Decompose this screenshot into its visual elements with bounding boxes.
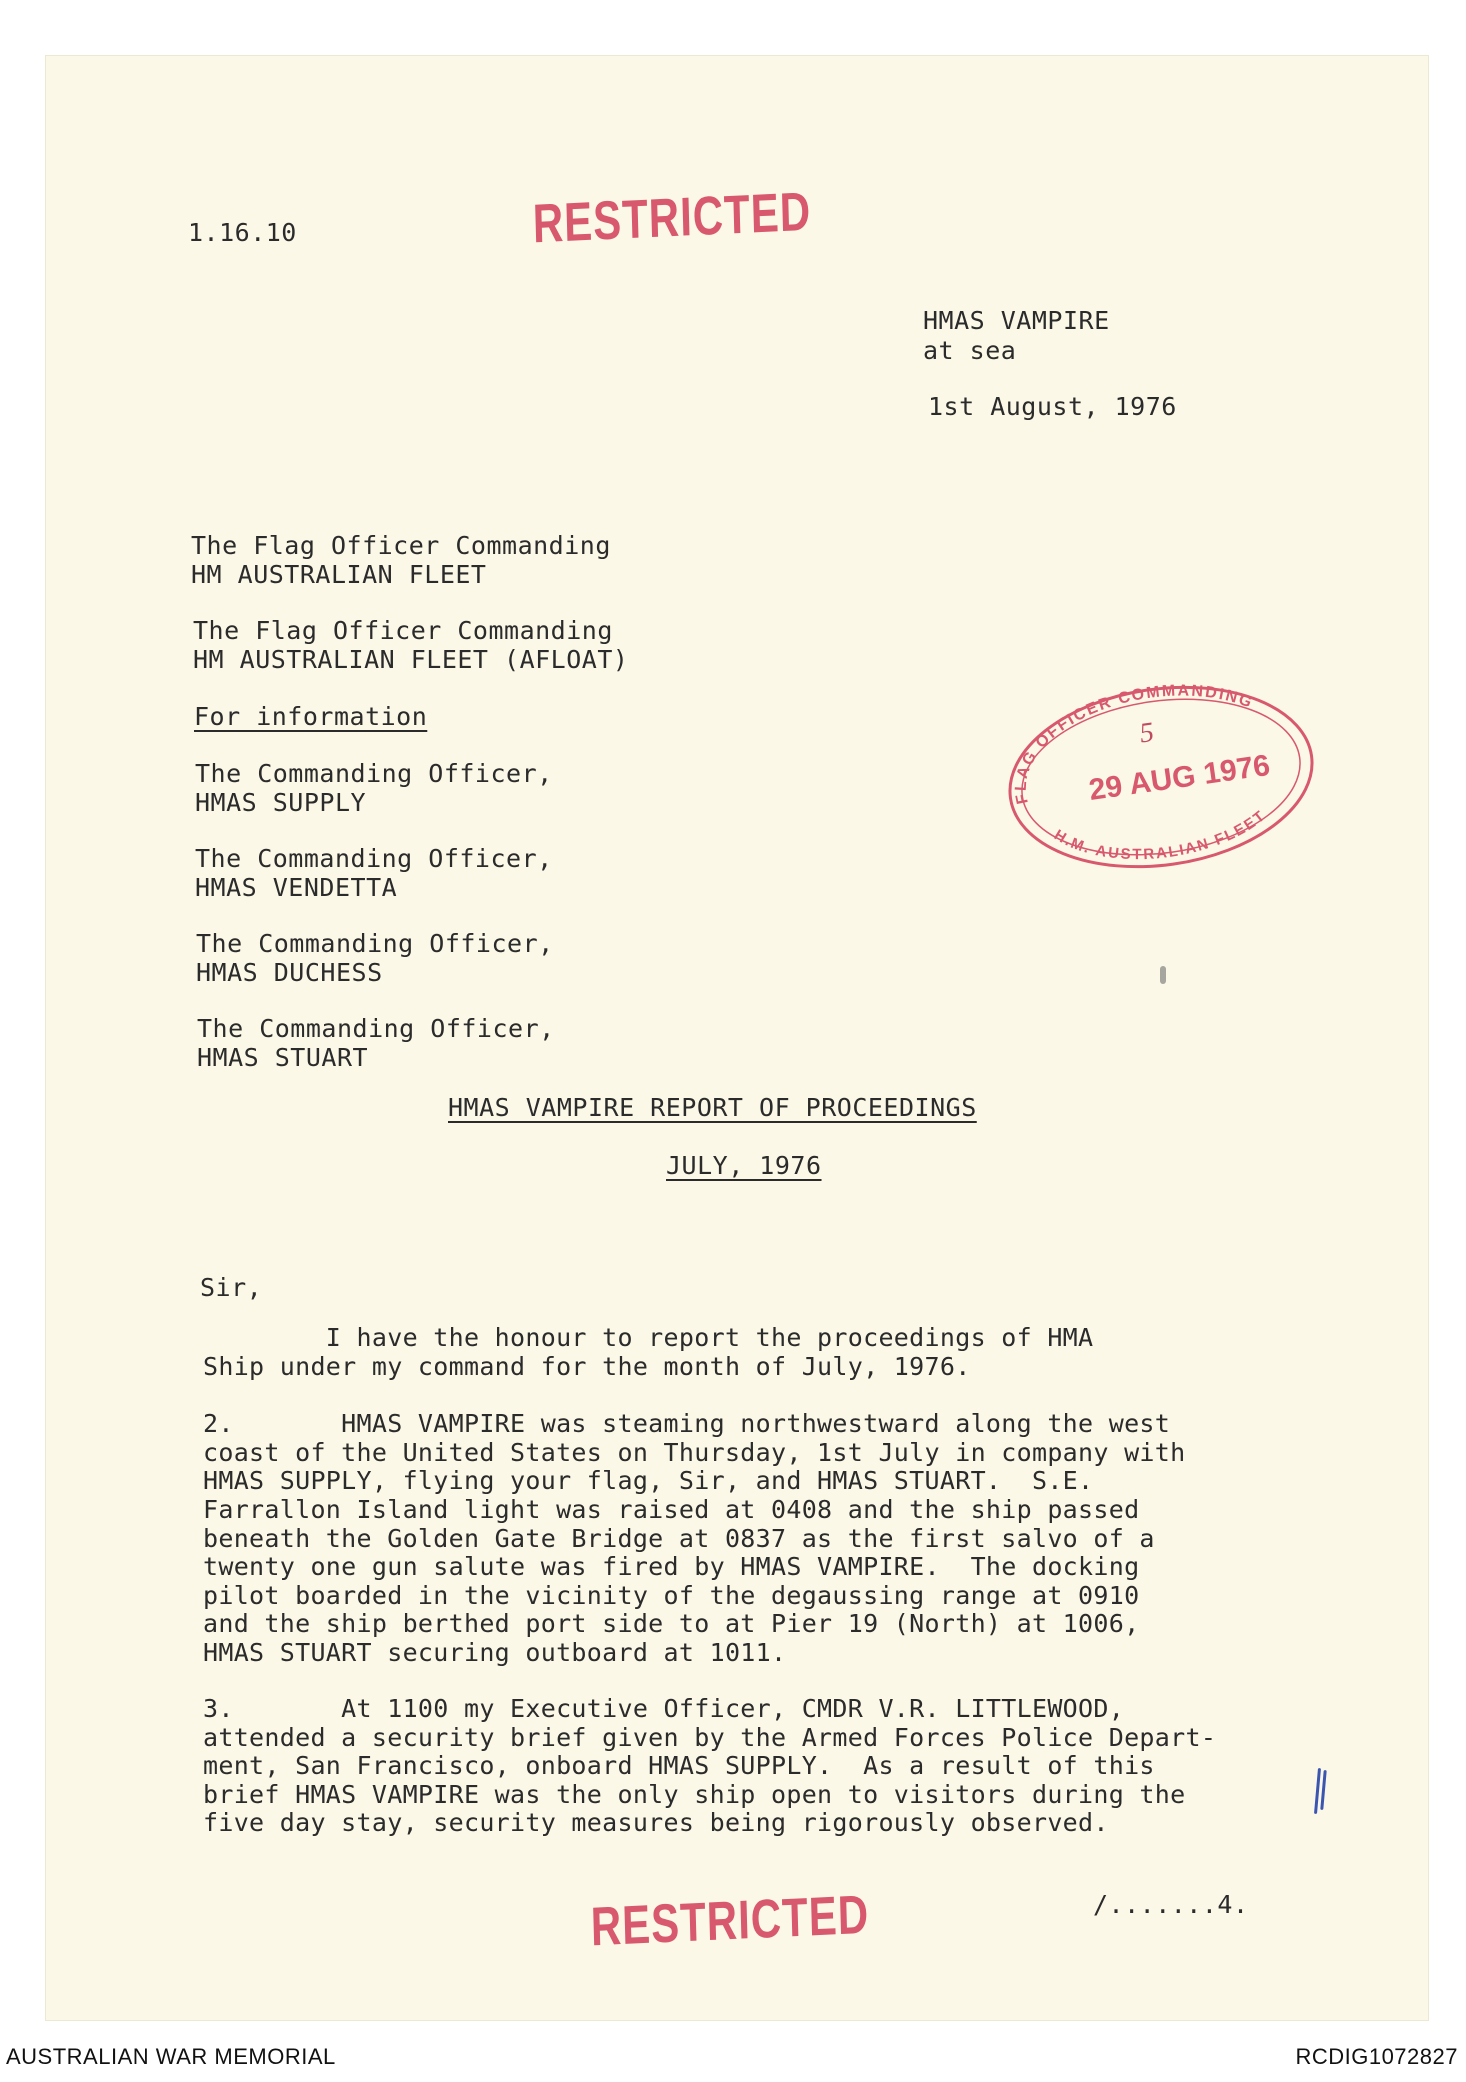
sender-line-1: HMAS VAMPIRE (923, 306, 1110, 335)
classification-stamp-top: RESTRICTED (532, 180, 812, 255)
paragraph-2-line: twenty one gun salute was fired by HMAS VAMPIRE. The docking (203, 1552, 1140, 1581)
paragraph-2-line: and the ship berthed port side to at Pier 19 (North) at 1006, (203, 1609, 1140, 1638)
for-information-heading: For information (194, 702, 428, 731)
addressee-1-line-1: The Flag Officer Commanding (191, 531, 611, 560)
report-subtitle: JULY, 1976 (666, 1151, 822, 1180)
paragraph-3-line: ment, San Francisco, onboard HMAS SUPPLY. As a result of this (203, 1751, 1155, 1780)
received-stamp-bottom-text: H.M. AUSTRALIAN FLEET (1051, 806, 1270, 864)
info-addressee-3-line-1: The Commanding Officer, (196, 929, 554, 958)
footer-source: AUSTRALIAN WAR MEMORIAL (6, 2044, 336, 2069)
paragraph-3-line: 3. At 1100 my Executive Officer, CMDR V.R. LITTLEWOOD, (203, 1694, 1125, 1723)
addressee-1-line-2: HM AUSTRALIAN FLEET (191, 560, 487, 589)
ink-mark (1160, 966, 1166, 984)
addressee-2-line-2: HM AUSTRALIAN FLEET (AFLOAT) (193, 645, 629, 674)
paragraph-2-line: coast of the United States on Thursday, 1st July in company with (203, 1438, 1186, 1467)
classification-stamp-bottom: RESTRICTED (590, 1883, 870, 1958)
paragraph-1-line: I have the honour to report the proceedings of HMA (203, 1323, 1094, 1352)
paragraph-3-line: brief HMAS VAMPIRE was the only ship open to visitors during the (203, 1780, 1186, 1809)
paragraph-3-line: five day stay, security measures being rigorously observed. (203, 1808, 1109, 1837)
info-addressee-2-line-1: The Commanding Officer, (195, 844, 553, 873)
file-reference: 1.16.10 (188, 218, 297, 247)
info-addressee-4-line-2: HMAS STUART (197, 1043, 369, 1072)
paragraph-2-line: 2. HMAS VAMPIRE was steaming northwestward along the west (203, 1409, 1171, 1438)
paragraph-3-line: attended a security brief given by the Armed Forces Police Depart- (203, 1723, 1217, 1752)
letter-date: 1st August, 1976 (928, 392, 1177, 421)
paragraph-2-line: beneath the Golden Gate Bridge at 0837 as the first salvo of a (203, 1524, 1155, 1553)
paragraph-1-line: Ship under my command for the month of July, 1976. (203, 1352, 971, 1381)
received-stamp (996, 672, 1326, 882)
received-stamp-handwritten-number: 5 (1137, 716, 1156, 750)
received-stamp-top-text: FLAG OFFICER COMMANDING (1012, 682, 1256, 806)
info-addressee-1-line-1: The Commanding Officer, (195, 759, 553, 788)
info-addressee-1-line-2: HMAS SUPPLY (195, 788, 367, 817)
continuation-marker: /.......4. (1093, 1890, 1249, 1919)
info-addressee-3-line-2: HMAS DUCHESS (196, 958, 383, 987)
sender-line-2: at sea (923, 336, 1017, 365)
received-stamp-date: 29 AUG 1976 (1086, 748, 1273, 807)
paragraph-2-line: HMAS SUPPLY, flying your flag, Sir, and HMAS STUART. S.E. (203, 1466, 1094, 1495)
info-addressee-4-line-1: The Commanding Officer, (197, 1014, 555, 1043)
info-addressee-2-line-2: HMAS VENDETTA (195, 873, 398, 902)
report-title: HMAS VAMPIRE REPORT OF PROCEEDINGS (448, 1093, 977, 1122)
footer-record-id: RCDIG1072827 (1295, 2044, 1458, 2069)
addressee-2-line-1: The Flag Officer Commanding (193, 616, 613, 645)
paragraph-2-line: Farrallon Island light was raised at 0408 and the ship passed (203, 1495, 1140, 1524)
paragraph-2-line: pilot boarded in the vicinity of the degaussing range at 0910 (203, 1581, 1140, 1610)
paragraph-2-line: HMAS STUART securing outboard at 1011. (203, 1638, 787, 1667)
salutation: Sir, (200, 1273, 263, 1302)
